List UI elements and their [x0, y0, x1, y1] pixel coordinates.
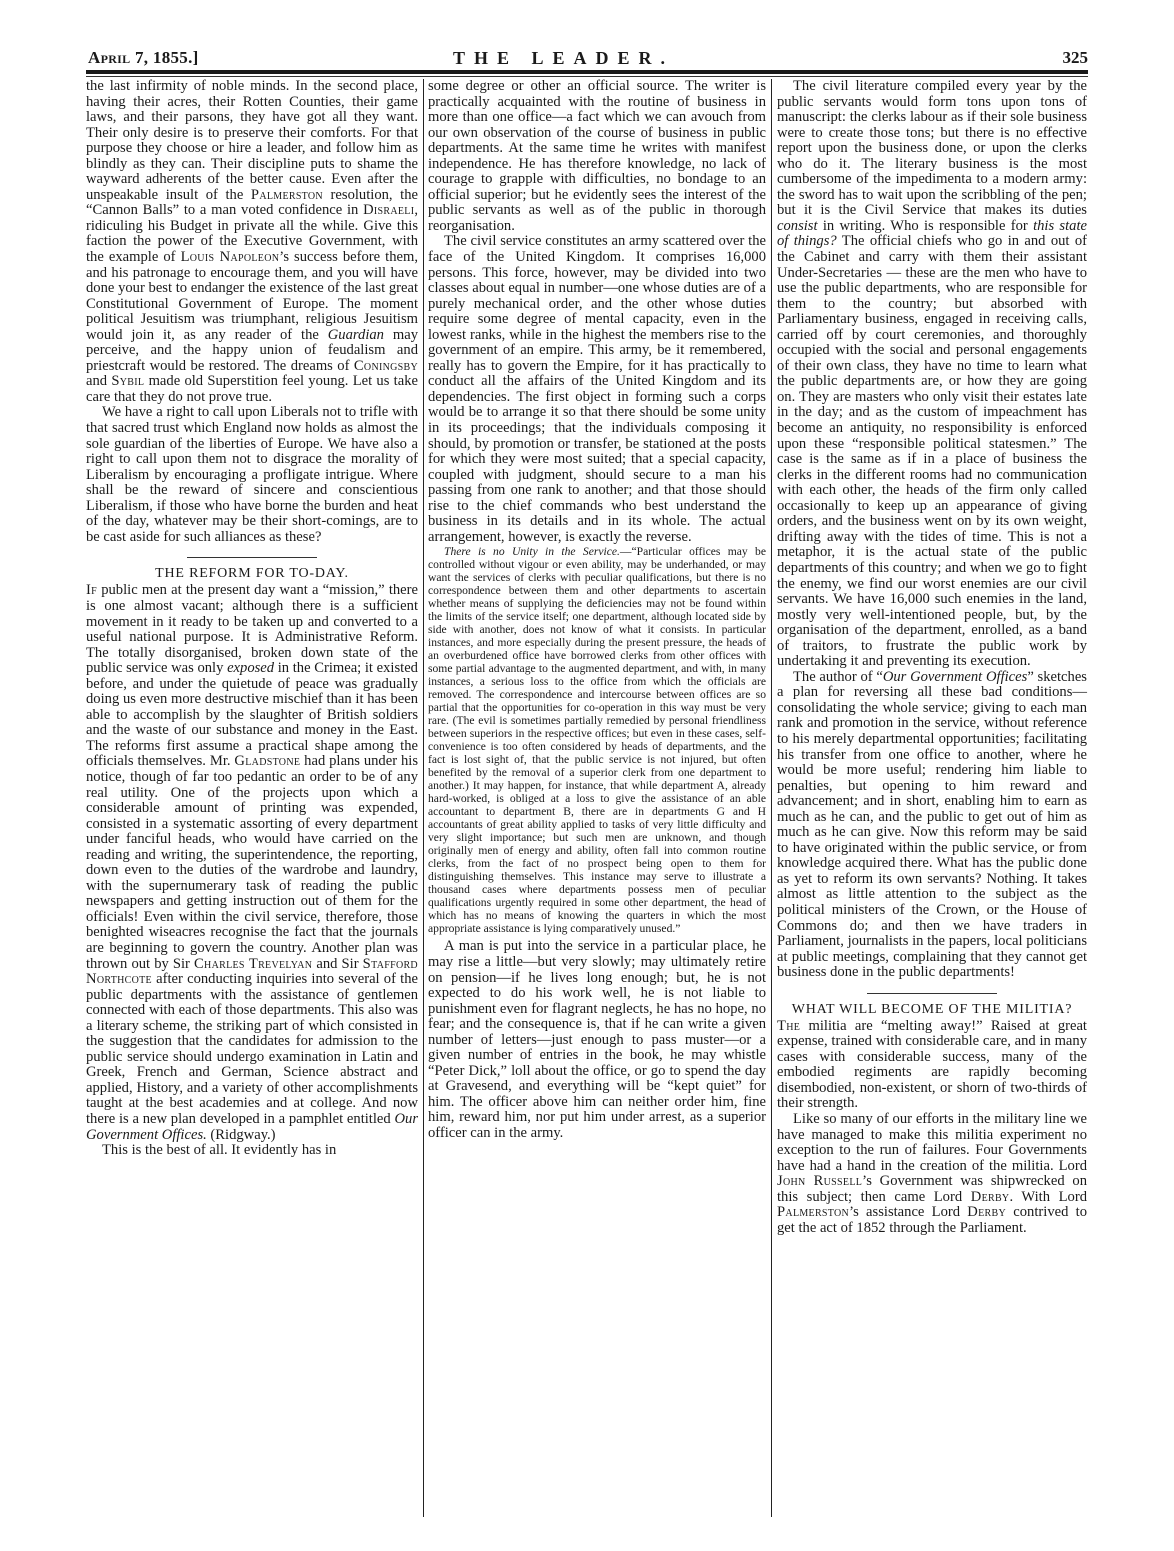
article-paragraph: The civil literature compiled every year by the public servants would form tons upon tons of manuscript: the clerks labour as if their sole business were to create those tons; but there is no effective report upon the business done, or upon the clerks who do it. The literary business is the most cumbersome of the impedimenta to a modern army: the sword has to wait upon the scribbling of the pen; but it is the Civil Service that makes its duties consist in writing. Who is responsible for this state of things? The official chiefs who go in and out of the Cabinet and carry with them their assistant Under-Secretaries — these are the men who have to use the public departments, who are responsible for them to the country; but absorbed with Parliamentary business, engaged in receiving calls, carried off by court ceremonies, and thoroughly occupied with the social and personal engagements of their own class, they have no time to learn what the public departments are, or how they are going on. They are masters who only visit their estates late in the day; and as the custom of impeachment has become an antiquity, no responsibility is enforced upon these “responsible political statesmen.” The case is the same as if in a place of business the clerks in the different rooms had no communication with each other, the heads of the firm only called occasionally to keep up an appearance of giving orders, and the business went on by its own weight, drifting away with the tides of time. This is not a metaphor, it is the actual state of the public departments of this country; and when we go to fight the enemy, we find our worst enemies are our civil servants. We have 16,000 such enemies in the land, mostly very well-intentioned people, but, by the organisation of the department, enrolled, as a band of traitors, to frustrate the public work by undertaking it and preventing its execution. — [777, 78, 1087, 670]
column-3 — [777, 79, 1087, 1236]
header-rule-thick — [86, 70, 1088, 74]
column-divider-1 — [423, 79, 424, 1517]
article-paragraph: Like so many of our efforts in the military line we have managed to make this militia experiment no exception to the run of failures. Four Governments have had a hand in the creation of the militia. Lord John Russell’s Government was shipwrecked on this subject; then came Lord Derby. With Lord Palmerston’s assistance Lord Derby contrived to get the act of 1852 through the Parliament. — [777, 1111, 1087, 1236]
article-paragraph: If public men at the present day want a “mission,” there is one almost vacant; although there is a sufficient movement in it ready to be taken up and converted to a useful national purpose. It is Administrative Reform. The totally disorganised, broken down state of the public service was only exposed in the Crimea; it existed before, and under the quietude of peace was gradually doing us even more destructive mischief than it has been able to accomplish by the slaughter of British soldiers and the waste of our substance and money in the East. The reforms first assume a practical shape among the officials themselves. Mr. Gladstone had plans under his notice, though of far too pedantic an order to be of any real utility. One of the projects upon which a considerable amount of printing was expended, consisted in a systematic assorting of every department under fanciful heads, who would have carried on the reading and writing, the superintendence, the reporting, down even to the duties of the wardrobe and laundry, with the supernumerary task of reading the public newspapers and getting instruction out of them for the officials! Even within the civil service, therefore, those benighted wiseacres recognise the fact that the journals are beginning to govern the country. Another plan was thrown out by Sir Charles Trevelyan and Sir Stafford Northcote after conducting inquiries into several of the public departments with the assistance of gentlemen connected with each of those departments. This also was a literary scheme, the striking part of which consisted in the suggestion that the candidates for admission to the public service should undergo examination in Latin and Greek, French and German, Science abstract and applied, History, and a variety of other accomplishments taught at the best academies and at college. And now there is a new plan developed in a pamphlet entitled Our Government Offices. (Ridgway.) — [86, 582, 418, 1143]
header-rule-thin — [86, 76, 1088, 77]
article-paragraph: some degree or other an official source. The writer is practically acquainted with the routine of business in more than one office—a fact which we can avouch from our own observation of the course of business in public departments. At the same time he writes with manifest independence. He has therefore knowledge, no lack of courage to grapple with difficulties, no bondage to an official superior; but he evidently sees the interest of the public servants as well as of the public in thorough reorganisation. — [428, 78, 766, 234]
column-divider-2 — [771, 79, 772, 1517]
article-paragraph: The author of “Our Government Offices” sketches a plan for reversing all these bad conditions—consolidating the whole service; giving to each man rank and promotion in the service, without reference to his merely departmental opportunities; facilitating his transfer from one office to another, where he would be more useful; rendering him liable to penalties, but opening to him reward and advancement; and in short, enabling him to earn as much as he can, and the public to get out of him as much as he can give. Now this reform may be said to have originated within the public service, or from knowledge acquired there. What has the public done as yet to reform its own servants? Nothing. It takes almost as little attention to the subject as the political ministers of the Crown, or the House of Commons do; and then we have traders in Parliament, journalists in the papers, local politicians at public meetings, complaining that they cannot get business done in the public departments! — [777, 668, 1087, 981]
article-headline: THE REFORM FOR TO-DAY. — [155, 566, 349, 582]
article-paragraph: the last infirmity of noble minds. In the second place, having their acres, their Rotten Counties, their game laws, and their parsons, they have got all they want. Their only desire is to preserve their comforts. For that purpose they choose or hire a leader, and follow him as blindly as they can. Their discipline puts to shame the wayward adherents of the better cause. Even after the unspeakable insult of the Palmerston resolution, the “Cannon Balls” to a man voted confidence in Disraeli, ridiculing his Budget in private all the while. Give this faction the power of the Executive Government, with the example of Louis Napoleon’s success before them, and his patronage to encourage them, and you will have done your best to endanger the existence of the last great Constitutional Government of Europe. The moment political Jesuitism was triumphant, religious Jesuitism would join it, as any reader of the Guardian may perceive, and the happy union of feudalism and priestcraft would be restored. The dreams of Coningsby and Sybil made old Superstition feel young. Let us take care that they do not prove true. — [86, 78, 419, 405]
article-headline: WHAT WILL BECOME OF THE MILITIA? — [791, 1001, 1073, 1017]
section-divider — [187, 557, 317, 558]
article-paragraph: The militia are “melting away!” Raised at great expense, trained with considerable care, and in many cases with considerable success, many of the embodied regiments are rapidly becoming disembodied, non-existent, or shorn of two-thirds of their strength. — [777, 1017, 1087, 1112]
column-1 — [86, 79, 418, 1159]
column-2 — [428, 79, 766, 1142]
article-paragraph: The civil service constitutes an army scattered over the face of the United Kingdom. It comprises 16,000 persons. This force, however, may be divided into two classes about equal in number—one whose duties are of a purely mechanical order, and the other whose duties require some degree of mental capacity, even in the lowest ranks, while in the highest the members rise to the government of an empire. This army, be it remembered, really has to govern the Empire, for it has practically to conduct all the affairs of the United Kingdom and its dependencies. The first object in forming such a corps would be to arrange it so that there should be some unity in its proceedings; that the individuals composing it should, by promotion or transfer, be stationed at the posts for which they were most suited; that a special capacity, coupled with judgment, should secure to a man his passing from one rank to another; and that those should rise to the chief commands who best understand the business in its details and in its whole. The actual arrangement, however, is exactly the reverse. — [428, 233, 766, 545]
masthead — [88, 48, 1088, 70]
page-number: 325 — [1062, 48, 1088, 67]
quoted-extract: There is no Unity in the Service.—“Particular offices may be controlled without vigour or even ability, may be underhanded, or may want the services of clerks with peculiar qualifications, but there is no correspondence between them and other departments to ascertain whether means of supplying the deficiencies may not be found within the limits of the service itself; one department, although located side by side with another, does not know of what it consists. In particular instances, and more especially during the present pressure, the heads of an overburdened office have borrowed clerks from other offices with some partial advantage to the augmented department, and with, in many instances, a serious loss to the office from which the officials are removed. The correspondence and intercourse between offices are so partial that the opportunities for co-operation in this way must be very rare. (The evil is sometimes partially remedied by personal friendliness between superiors in the respective offices; but even in these cases, self-convenience is too often considered by heads of departments, and the fact is lost sight of, that the public service is not injured, but often benefited by the removal of a superior clerk from one department to another.) It may happen, for instance, that while department A, already hard-worked, is obliged at a loss to give the assistance of an able accountant to department B, there are in departments G and H accountants of great ability applied to tasks of very little difficulty and very slight importance; but such men are unknown, and though originally men of energy and ability, often fall into common routine clerks, from the fact of no prospect being open to them for distinguishing themselves. This instance may serve to illustrate a thousand cases where departments possess men of peculiar qualifications urgently required in some other department, the head of which has no means of knowing the quarters in which the most appropriate assistance is lying comparatively unused.” — [428, 545, 766, 936]
article-paragraph: This is the best of all. It evidently has in — [102, 1142, 337, 1159]
newspaper-title: THE LEADER. — [453, 48, 675, 68]
article-paragraph: A man is put into the service in a particular place, he may rise a little—but very slowly; may ultimately retire on pension—if he lives long enough; but, he is not expected to do his work well, he is not liable to punishment even for flagrant neglects, he has no hope, no fear; and the consequence is, that if he can write a given number of letters—just enough to pass muster—or a given number of entries in the book, he may whistle “Peter Dick,” loll about the office, or go to spend the day at Gravesend, and everything will be “kept quiet” for him. The officer above him can neither order him, fine him, reward him, nor put him under arrest, as a superior officer can in the army. — [428, 938, 766, 1141]
article-paragraph: We have a right to call upon Liberals not to trifle with that sacred trust which England now holds as almost the sole guardian of the liberties of Europe. We have also a right to call upon them not to disgrace the morality of Liberalism by encouraging a profligate intrigue. Where shall be the reward of sincere and conscientious Liberalism, if those who have borne the burden and heat of the day, whatever may be their short-comings, are to be cast aside for such alliances as these? — [86, 404, 418, 545]
issue-date: April 7, 1855.] — [88, 48, 199, 67]
section-divider — [867, 993, 997, 994]
